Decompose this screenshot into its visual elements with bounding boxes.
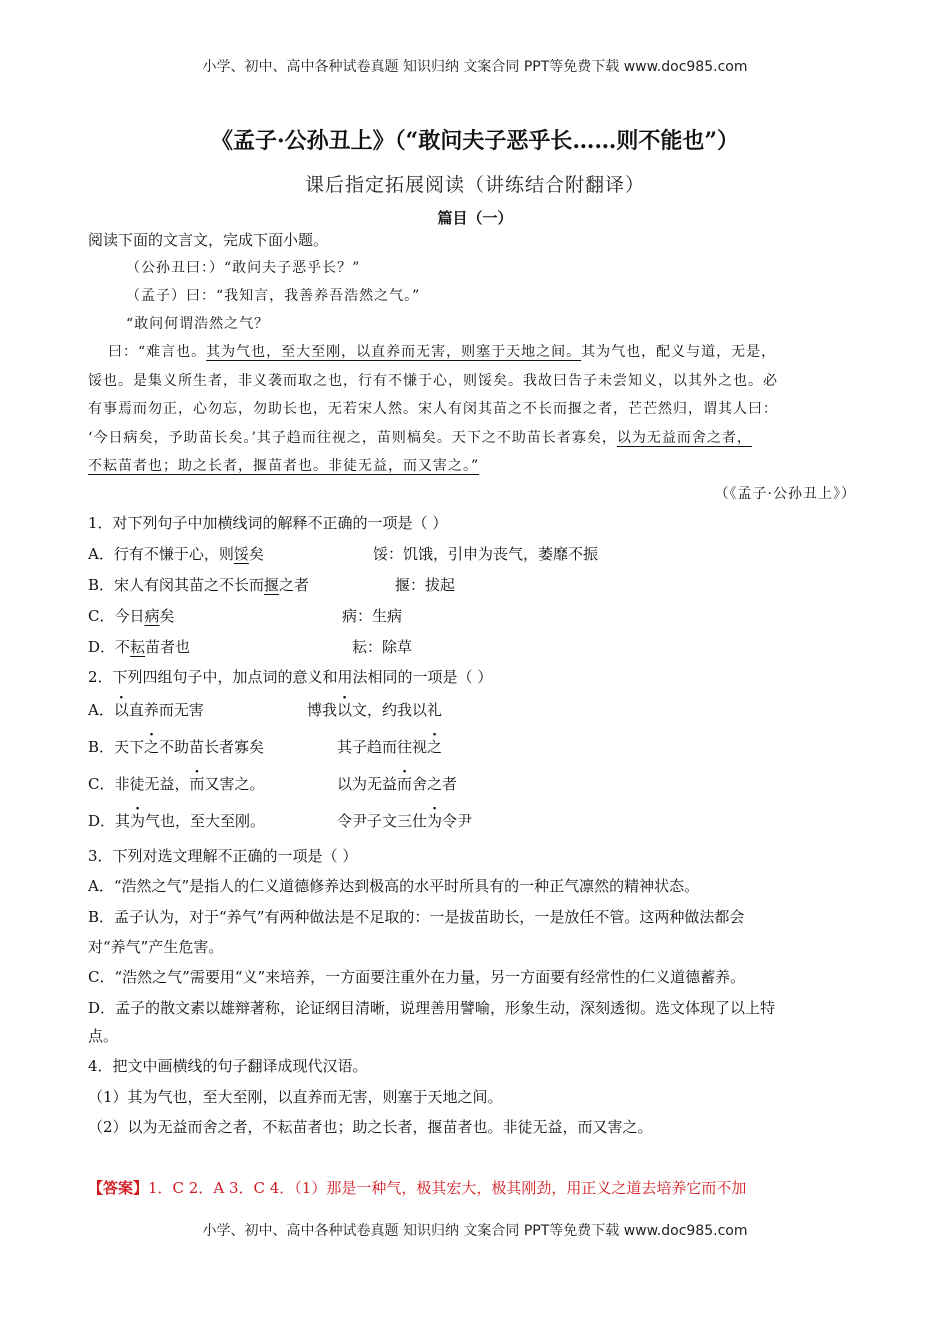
document-title: 《孟子·公孙丑上》（“敢问夫子恶乎长……则不能也”）: [211, 128, 739, 154]
option-a: A．行有不慊于心，则馁矣: [88, 545, 264, 563]
option-a: A．“浩然之气”是指人的仁义道德修养达到极高的水平时所具有的一种正气凛然的精神状态。: [88, 877, 700, 895]
question-stem: 1．对下列句子中加横线词的解释不正确的一项是（ ）: [88, 514, 448, 532]
passage-text: 其为气也，配义与道，无是，: [581, 344, 777, 360]
option-d: D．孟子的散文素以雄辩著称，论证纲目清晰，说理善用譬喻，形象生动，深刻透彻。选文体现了以上特: [88, 999, 776, 1017]
page-footer: 小学、初中、高中各种试卷真题 知识归纳 文案合同 PPT等免费下载 www.doc985.com: [202, 1223, 748, 1239]
option-c: C．非徒无益，而又害之。: [88, 775, 265, 793]
passage-text: ‘今日病矣，予助苗长矣。’其子趋而往视之，苗则槁矣。天下之不助苗长者寡矣，: [88, 430, 617, 446]
answer-text: 1．C 2．A 3．C 4．（1）那是一种气，极其宏大，极其刚劲，用正义之道去培养它而不加: [148, 1179, 747, 1197]
option-d: D．其为气也，至大至刚。: [88, 812, 266, 830]
underlined-sentence-2: 以为无益而舍之者，: [616, 430, 752, 446]
option-b-cont: 对“养气”产生危害。: [88, 938, 224, 956]
question-stem: 4．把文中画横线的句子翻译成现代汉语。: [88, 1057, 368, 1075]
document-subtitle: 课后指定拓展阅读（讲练结合附翻译）: [304, 174, 645, 196]
passage-line: “敢问何谓浩然之气？: [126, 316, 270, 332]
question-stem: 3．下列对选文理解不正确的一项是（ ）: [88, 847, 358, 865]
option-b-explanation: 揠：拔起: [395, 576, 456, 594]
option-d-pair: 令尹子文三仕为令尹: [337, 812, 473, 830]
passage-line: [88, 455, 479, 475]
passage-line: [88, 427, 752, 447]
sentence-2: （2）以为无益而舍之者，不耘苗者也；助之长者，揠苗者也。非徒无益，而又害之。: [88, 1118, 653, 1136]
option-c: C．“浩然之气”需要用“义”来培养，一方面要注重外在力量，另一方面要有经常性的仁义道德蓄养。: [88, 968, 746, 986]
page-header: 小学、初中、高中各种试卷真题 知识归纳 文案合同 PPT等免费下载 www.doc985.com: [202, 59, 748, 75]
answer-line: [88, 1177, 746, 1198]
option-d-cont: 点。: [88, 1027, 119, 1045]
underlined-sentence-1: 其为气也，至大至刚，以直养而无害，则塞于天地之间。: [206, 344, 582, 360]
passage-line: [108, 341, 776, 361]
passage-source: （《孟子·公孙丑上》）: [714, 486, 856, 502]
option-a-explanation: 馁：饥饿，引申为丧气，萎靡不振: [373, 545, 599, 563]
instruction: 阅读下面的文言文，完成下面小题。: [88, 231, 329, 249]
option-a-pair: 博我以文，约我以礼: [307, 701, 443, 719]
section-heading: 篇目（一）: [437, 209, 513, 227]
option-b: B．宋人有闵其苗之不长而揠之者: [88, 576, 310, 594]
answer-label: 【答案】: [88, 1179, 149, 1197]
option-b: B．天下之不助苗长者寡矣: [88, 738, 265, 756]
option-b-pair: 其子趋而往视之: [337, 738, 443, 756]
sentence-1: （1）其为气也，至大至刚，以直养而无害，则塞于天地之间。: [88, 1088, 503, 1106]
passage-line: （孟子）曰：“我知言，我善养吾浩然之气。”: [126, 288, 421, 304]
underlined-sentence-2-cont: 不耘苗者也；助之长者，揠苗者也。非徒无益，而又害之。”: [88, 458, 480, 474]
passage-line: 馁也。是集义所生者，非义袭而取之也，行有不慊于心，则馁矣。我故曰告子未尝知义，以其外之也。必: [88, 373, 778, 389]
option-b: B．孟子认为，对于“养气”有两种做法是不足取的：一是拔苗助长，一是放任不管。这两种做法都会: [88, 908, 745, 926]
option-c-explanation: 病：生病: [342, 607, 403, 625]
passage-line: 有事焉而勿正，心勿忘，勿助长也，无若宋人然。宋人有闵其苗之不长而揠之者，芒芒然归，谓其人曰：: [88, 401, 778, 417]
passage-text: 曰：“难言也。: [108, 344, 207, 360]
option-c-pair: 以为无益而舍之者: [337, 775, 458, 793]
passage-line: （公孙丑曰：）“敢问夫子恶乎长？”: [126, 260, 361, 276]
option-d: D．不耘苗者也: [88, 638, 191, 656]
question-stem: 2．下列四组句子中，加点词的意义和用法相同的一项是（ ）: [88, 668, 493, 686]
option-c: C．今日病矣: [88, 607, 175, 625]
option-a: A．以直养而无害: [88, 701, 204, 719]
option-d-explanation: 耘：除草: [352, 638, 413, 656]
